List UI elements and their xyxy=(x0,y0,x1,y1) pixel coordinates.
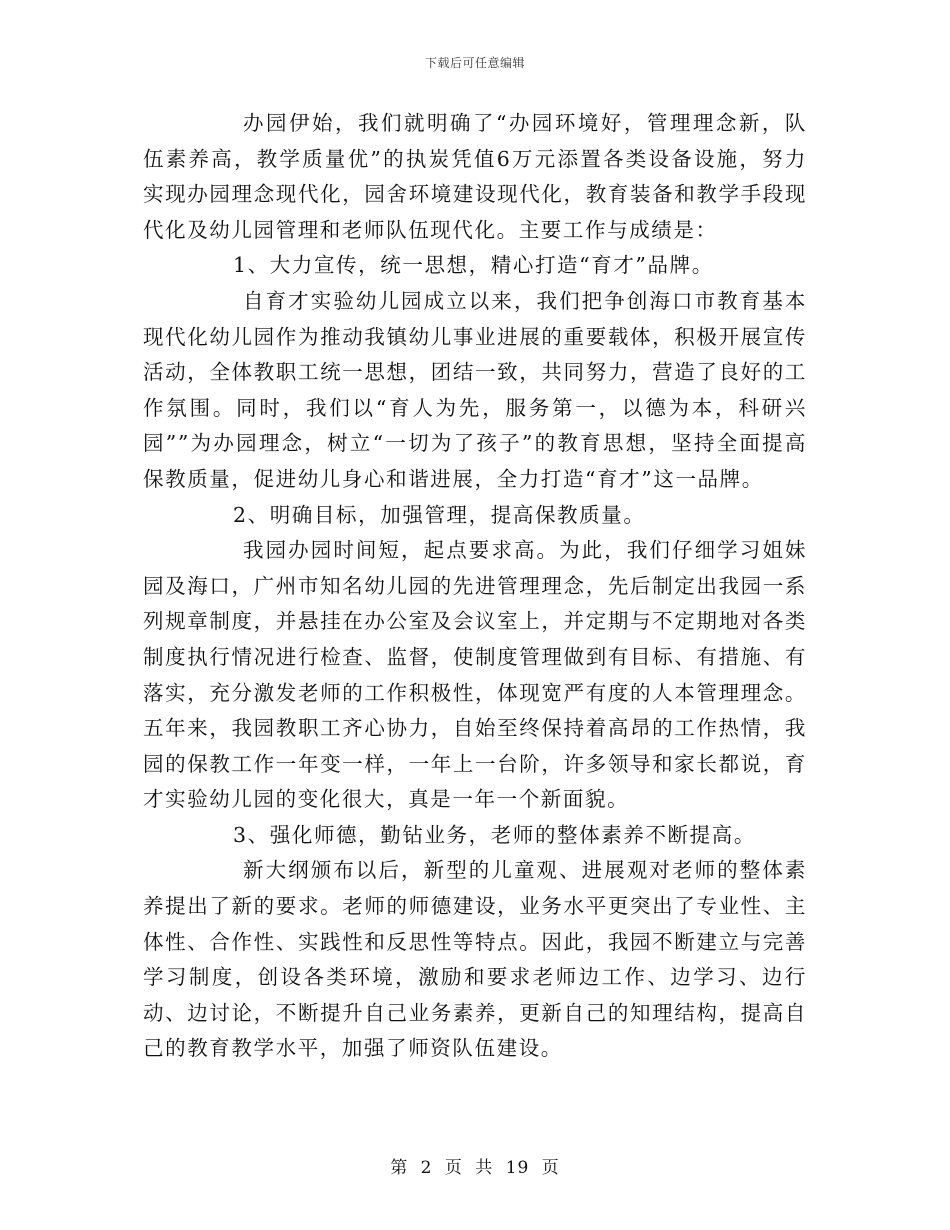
section-heading-1: 1、大力宣传，统一思想，精心打造“育才”品牌。 xyxy=(233,253,714,278)
page-number-footer: 第 2 页 共 19 页 xyxy=(390,1158,560,1178)
paragraph-section-1: 自育才实验幼儿园成立以来，我们把争创海口市教育基本现代化幼儿园作为推动我镇幼儿事业进展的重要载体，积极开展宣传活动，全体教职工统一思想，团结一致，共同努力，营造了良好的工作氛围。同时，我们以“育人为先，服务第一，以德为本，科研兴园””为办园理念，树立“一切为了孩子”的教育思想，坚持全面提高保教质量，促进幼儿身心和谐进展，全力打造“育才”这一品牌。 xyxy=(143,288,807,491)
document-body xyxy=(143,106,807,1067)
paragraph-section-3: 新大纲颁布以后，新型的儿童观、进展观对老师的整体素养提出了新的要求。老师的师德建设，业务水平更突出了专业性、主体性、合作性、实践性和反思性等特点。因此，我园不断建立与完善学习制度，创设各类环境，激励和要求老师边工作、边学习、边行动、边讨论，不断提升自己业务素养，更新自己的知理结构，提高自己的教育教学水平，加强了师资队伍建设。 xyxy=(143,858,807,1061)
header-note: 下载后可任意编辑 xyxy=(424,56,525,70)
section-heading-2: 2、明确目标，加强管理，提高保教质量。 xyxy=(233,502,646,527)
paragraph-intro: 办园伊始，我们就明确了“办园环境好，管理理念新，队伍素养高，教学质量优”的执炭凭值6万元添置各类设备设施，努力实现办园理念现代化，园舍环境建设现代化，教育装备和教学手段现代化及幼儿园管理和老师队伍现代化。主要工作与成绩是： xyxy=(143,111,807,242)
section-heading-3: 3、强化师德，勤钻业务，老师的整体素养不断提高。 xyxy=(233,822,756,847)
paragraph-section-2: 我园办园时间短，起点要求高。为此，我们仔细学习姐妹园及海口，广州市知名幼儿园的先进管理理念，先后制定出我园一系列规章制度，并悬挂在办公室及会议室上，并定期与不定期地对各类制度执行情况进行检查、监督，使制度管理做到有目标、有措施、有落实，充分激发老师的工作积极性，体现宽严有度的人本管理理念。五年来，我园教职工齐心协力，自始至终保持着高昂的工作热情，我园的保教工作一年变一样，一年上一台阶，许多领导和家长都说，育才实验幼儿园的变化很大，真是一年一个新面貌。 xyxy=(143,538,807,812)
